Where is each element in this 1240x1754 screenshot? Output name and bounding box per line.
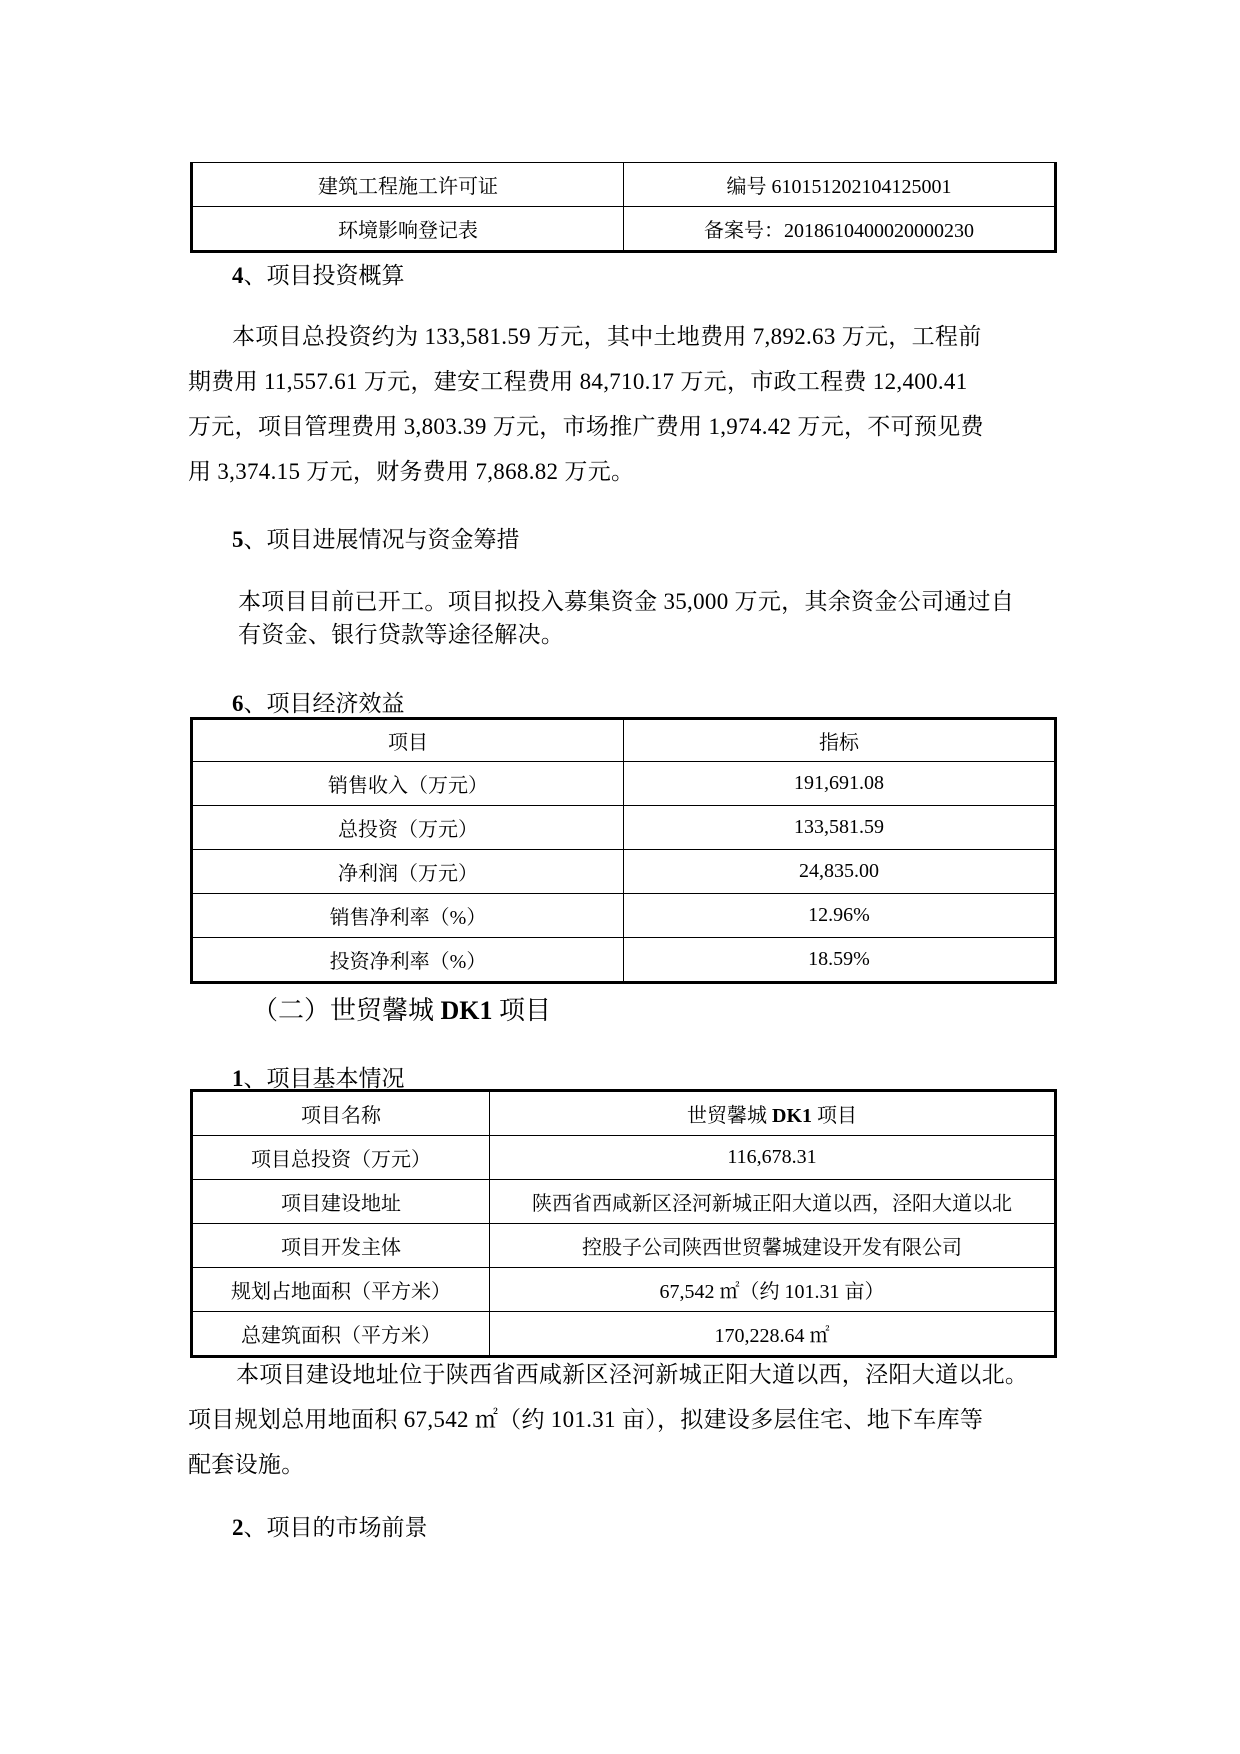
table-row: 项目开发主体 控股子公司陕西世贸馨城建设开发有限公司 <box>192 1224 1056 1268</box>
progress-paragraph: 本项目目前已开工。项目拟投入募集资金 35,000 万元，其余资金公司通过自 有资金、银行贷款等途径解决。 <box>238 589 1015 647</box>
table-header-row <box>192 719 1056 762</box>
table-row: 销售收入（万元） 191,691.08 <box>192 762 1056 806</box>
column-header: 项目 <box>192 719 624 762</box>
section-heading-market: 2、项目的市场前景 <box>232 1515 428 1540</box>
table-row: 项目建设地址 陕西省西咸新区泾河新城正阳大道以西，泾阳大道以北 <box>192 1180 1056 1224</box>
column-header: 指标 <box>624 719 1056 762</box>
section-heading-5: 5、项目进展情况与资金筹措 <box>232 527 520 552</box>
investment-paragraph: 本项目总投资约为 133,581.59 万元，其中土地费用 7,892.63 万元，工程前 期费用 11,557.61 万元，建安工程费用 84,710.17 万元，市政工程费 12,400.41 万元，项目管理费用 3,803.39 万元，市场推广费用 1,974.42 万元，不可预见费 用 3,374.15 万元，财务费用 7,868.82 万元。 <box>188 324 984 484</box>
permit-label: 环境影响登记表 <box>192 207 624 252</box>
table-row <box>192 207 1056 252</box>
section-heading-6: 6、项目经济效益 <box>232 691 405 716</box>
table-row: 项目总投资（万元） 116,678.31 <box>192 1136 1056 1180</box>
table-row: 总建筑面积（平方米） 170,228.64 ㎡ <box>192 1312 1056 1357</box>
section-heading-4: 4、项目投资概算 <box>232 263 405 288</box>
table-row: 销售净利率（%） 12.96% <box>192 894 1056 938</box>
site-paragraph: 本项目建设地址位于陕西省西咸新区泾河新城正阳大道以西，泾阳大道以北。 项目规划总用地面积 67,542 ㎡（约 101.31 亩），拟建设多层住宅、地下车库等 配套设施。 <box>188 1362 1029 1477</box>
permits-table <box>190 162 1057 253</box>
table-row: 投资净利率（%） 18.59% <box>192 938 1056 983</box>
table-row <box>192 163 1056 207</box>
project-name-value: 世贸馨城 DK1 项目 <box>490 1091 1056 1136</box>
section-heading-basic-info: 1、项目基本情况 <box>232 1066 405 1091</box>
permit-value: 编号 610151202104125001 <box>624 163 1056 207</box>
table-row: 规划占地面积（平方米） 67,542 ㎡（约 101.31 亩） <box>192 1268 1056 1312</box>
table-row: 项目名称 世贸馨城 DK1 项目 <box>192 1091 1056 1136</box>
table-row: 总投资（万元） 133,581.59 <box>192 806 1056 850</box>
permit-value: 备案号：2018610400020000230 <box>624 207 1056 252</box>
part-heading-2: （二）世贸馨城 DK1 项目 <box>252 996 552 1025</box>
table-row: 净利润（万元） 24,835.00 <box>192 850 1056 894</box>
economic-benefit-table <box>190 717 1057 984</box>
permit-label: 建筑工程施工许可证 <box>192 163 624 207</box>
project-basic-info-table <box>190 1089 1057 1358</box>
